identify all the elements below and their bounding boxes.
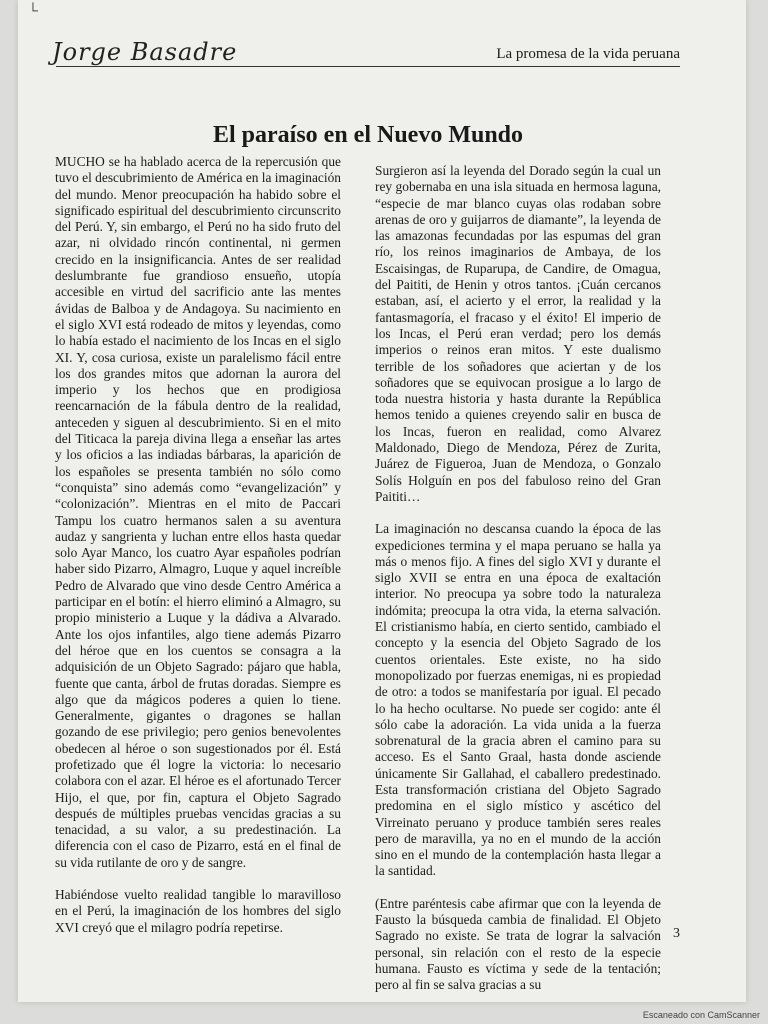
corner-mark: └ [28, 4, 38, 19]
paragraph: MUCHO se ha hablado acerca de la repercusión que tuvo el descubrimiento de América en la imaginación del mundo. Menor preocupación ha habido sobre el significado espiritual del descubrimiento circunscrito del Perú. Y, sin embargo, el Perú no ha sido fruto del azar, ni olvidado rincón continental, ni germen crecido en la insignificancia. Antes de ser realidad deslumbrante fue grandioso ensueño, utopía accesible en virtud del sacrificio ante las mentes ávidas de Balboa y de Andagoya. Su nacimiento en el siglo XVI está rodeado de mitos y leyendas, como lo había estado el nacimiento de los Incas en el siglo XI. Y, cosa curiosa, existe un paralelismo fácil entre los dos grandes mitos que adornan la aurora del imperio y los hechos que en prodigiosa reencarnación de la fábula dentro de la realidad, anteceden y siguen al descubrimiento. Si en el mito del Titicaca la pareja divina llega a enseñar las artes y los oficios a las indiadas bárbaras, la aparición de los españoles se presenta también no sólo como “conquista” sino además como “evangelización” y “colonización”. Mientras en el mito de Paccari Tampu los cuatro hermanos salen a su aventura audaz y sangrienta y luchan entre ellos hasta quedar solo Ayar Manco, los cuatro Ayar españoles podrían haber sido Pizarro, Almagro, Luque y aquel increíble Pedro de Alvarado que vino desde Centro América a participar en el botín: el hierro eliminó a Almagro, su propio ministerio a Luque y la dádiva a Alvarado. Ante los ojos infantiles, algo tiene además Pizarro del héroe que en los cuentos se consagra a la adquisición de un Objeto Sagrado: pájaro que habla, fuente que canta, árbol de frutas doradas. Siempre es algo que da mágicos poderes a quien lo tiene. Generalmente, gigantes o dragones se hallan gozando de ese privilegio; pero genios benevolentes obedecen al héroe o son sugestionados por él. Está profetizado que él logre la victoria: lo necesario colabora con el azar. El héroe es el afortunado Tercer Hijo, el que, por fin, captura el Objeto Sagrado después de múltiples pruebas vencidas gracias a su tenacidad, a su valor, a su predestinación. La diferencia con el caso de Pizarro, está en el final de su vida rutilante de oro y de sangre. [55, 154, 341, 870]
running-header-title: La promesa de la vida peruana [496, 46, 680, 62]
chapter-title: El paraíso en el Nuevo Mundo [212, 122, 524, 149]
paragraph: Habiéndose vuelto realidad tangible lo maravilloso en el Perú, la imaginación de los hombres del siglo XVI creyó que el milagro podría repetirse. [55, 887, 341, 935]
paragraph: Surgieron así la leyenda del Dorado según la cual un rey gobernaba en una isla situada en hermosa laguna, “especie de mar blanco cuyas olas rodaban sobre arenas de oro y guijarros de diamante”, la leyenda de las amazonas fecundadas por las espumas del gran río, los reinos imaginarios de Ambaya, de los Escaisingas, de Ruparupa, de Candire, de Omagua, del Paititi, de Henin y otros tantos. ¡Cuán cercanos estaban, así, el acierto y el error, la realidad y la fantasmagoría, el fracaso y el éxito! El imperio de los Incas, el Perú eran verdad; pero los demás imperios o reinos eran mitos. Y este dualismo terrible de los soñadores que aciertan y de los soñadores que se equivocan prosigue a lo largo de toda nuestra historia y hasta durante la República hemos tenido a quienes creyendo salir en busca de los Incas, fueron en realidad, como Alvarez Maldonado, Diego de Mendoza, Pérez de Zurita, Juárez de Figueroa, Juan de Mendoza, o Gonzalo Solís Holguín en pos del fabuloso reino del Gran Paititi… [375, 163, 661, 504]
paragraph: La imaginación no descansa cuando la época de las expediciones termina y el mapa peruano se halla ya más o menos fijo. A fines del siglo XVI y durante el siglo XVII se entra en una época de exaltación interior. No preocupa ya sobre todo la naturaleza indómita; preocupa la otra vida, la eterna salvación. El cristianismo había, en cierto sentido, cambiado el concepto y la esencia del Objeto Sagrado de los cuentos orientales. Este existe, no ha sido monopolizado por fuerzas enemigas, ni es propiedad de otro: a todos se manifestaría por igual. El pecado lo ha hecho ocultarse. No puede ser cogido: ante él sólo cabe la adoración. La vida unida a la fuerza sobrenatural de la gracia abren el camino para su acceso. Es el Santo Graal, hasta donde asciende únicamente Sir Gallahad, el caballero predestinado. Esta transformación cristiana del Objeto Sagrado predomina en el siglo místico y ascético del Virreinato peruano y produce también seres reales pero de maravilla, ya no en el mundo de la acción sino en el mundo de la contemplación hasta llegar a la santidad. [375, 521, 661, 879]
right-column [375, 163, 661, 1010]
scanner-watermark: Escaneado con CamScanner [642, 1010, 760, 1020]
page-number: 3 [673, 926, 680, 941]
paragraph: (Entre paréntesis cabe afirmar que con la leyenda de Fausto la búsqueda cambia de finalidad. El Objeto Sagrado no existe. Se trata de lograr la salvación personal, sin relación con el resto de la especie humana. Fausto es víctima y sede de la tentación; pero al fin se salva gracias a su [375, 895, 661, 993]
left-column [55, 154, 341, 952]
header-rule [56, 66, 680, 67]
author-signature: Jorge Basadre [52, 38, 238, 66]
